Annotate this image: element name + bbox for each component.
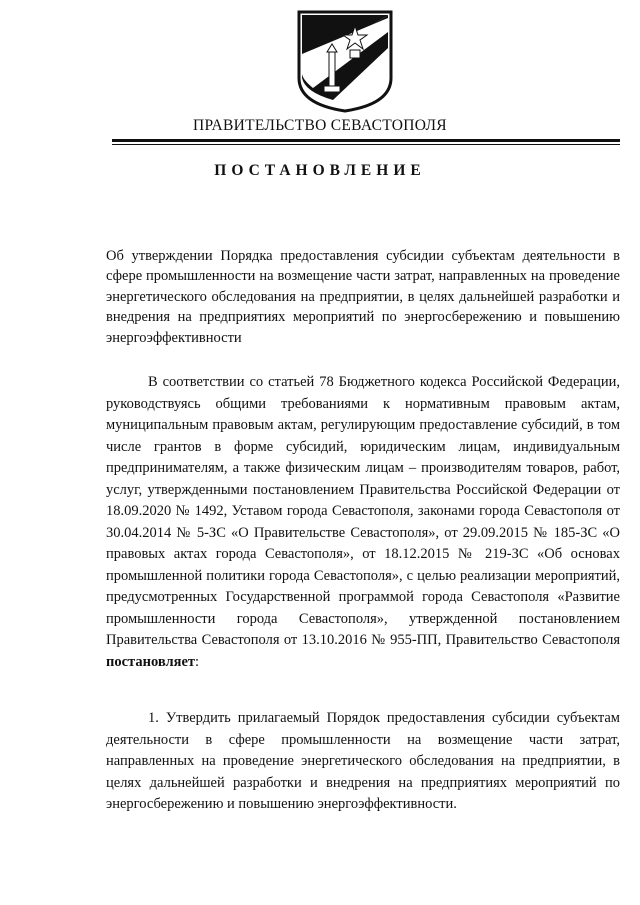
preamble-action: постановляет bbox=[106, 653, 196, 670]
header-rule-thick bbox=[112, 139, 620, 142]
coat-of-arms-icon bbox=[293, 8, 397, 113]
preamble-punct: : bbox=[195, 653, 200, 670]
document-type: ПОСТАНОВЛЕНИЕ bbox=[214, 162, 426, 179]
preamble-text: В соответствии со статьей 78 Бюджетного кодекса Российской Федерации, руководствуясь общими требованиями к нормативным правовым актам, муниципальным правовым актам, регулирующим предоставление субсидий, в том числе грантов в форме субсидий, юридическим лицам, индивидуальным предпринимателям, а также физическим лицам – производителям товаров, работ, услуг, утвержденными постановлением Правительства Российской Федерации от 18.09.2020 № 1492, Уставом города Севастополя, законами города Севастополя от 30.04.2014 № 5-ЗС «О Правительстве Севастополя», от 29.09.2015 № 185-ЗС «О правовых актах города Севастополя», от 18.12.2015 № 219-ЗС «Об основах промышленной политики города Севастополя», с целью реализации мероприятий, предусмотренных Государственной программой города Севастополя «Развитие промышленности города Севастополя», утвержденной постановлением Правительства Севастополя от 13.10.2016 № 955-ПП, Правительство Севастополя bbox=[106, 374, 620, 648]
header-rule-thin bbox=[112, 144, 620, 145]
document-title: Об утверждении Порядка предоставления субсидии субъектам деятельности в сфере промышленности на возмещение части затрат, направленных на проведение энергетического обследования на предприятии, в целях дальнейшей разработки и внедрения на предприятиях мероприятий по энергосбережению и повышению энергоэффективности bbox=[106, 248, 620, 346]
clause-1-text: 1. Утвердить прилагаемый Порядок предоставления субсидии субъектам деятельности в сфере промышленности на возмещение части затрат, направленных на проведение энергетического обследования на предприятии, в целях дальнейшей разработки и внедрения на предприятиях мероприятий по энергосбережению и повышению энергоэффективности. bbox=[106, 710, 620, 812]
clause-1-paragraph bbox=[106, 708, 620, 816]
organization-name: ПРАВИТЕЛЬСТВО СЕВАСТОПОЛЯ bbox=[193, 117, 447, 134]
preamble-paragraph bbox=[106, 372, 620, 673]
